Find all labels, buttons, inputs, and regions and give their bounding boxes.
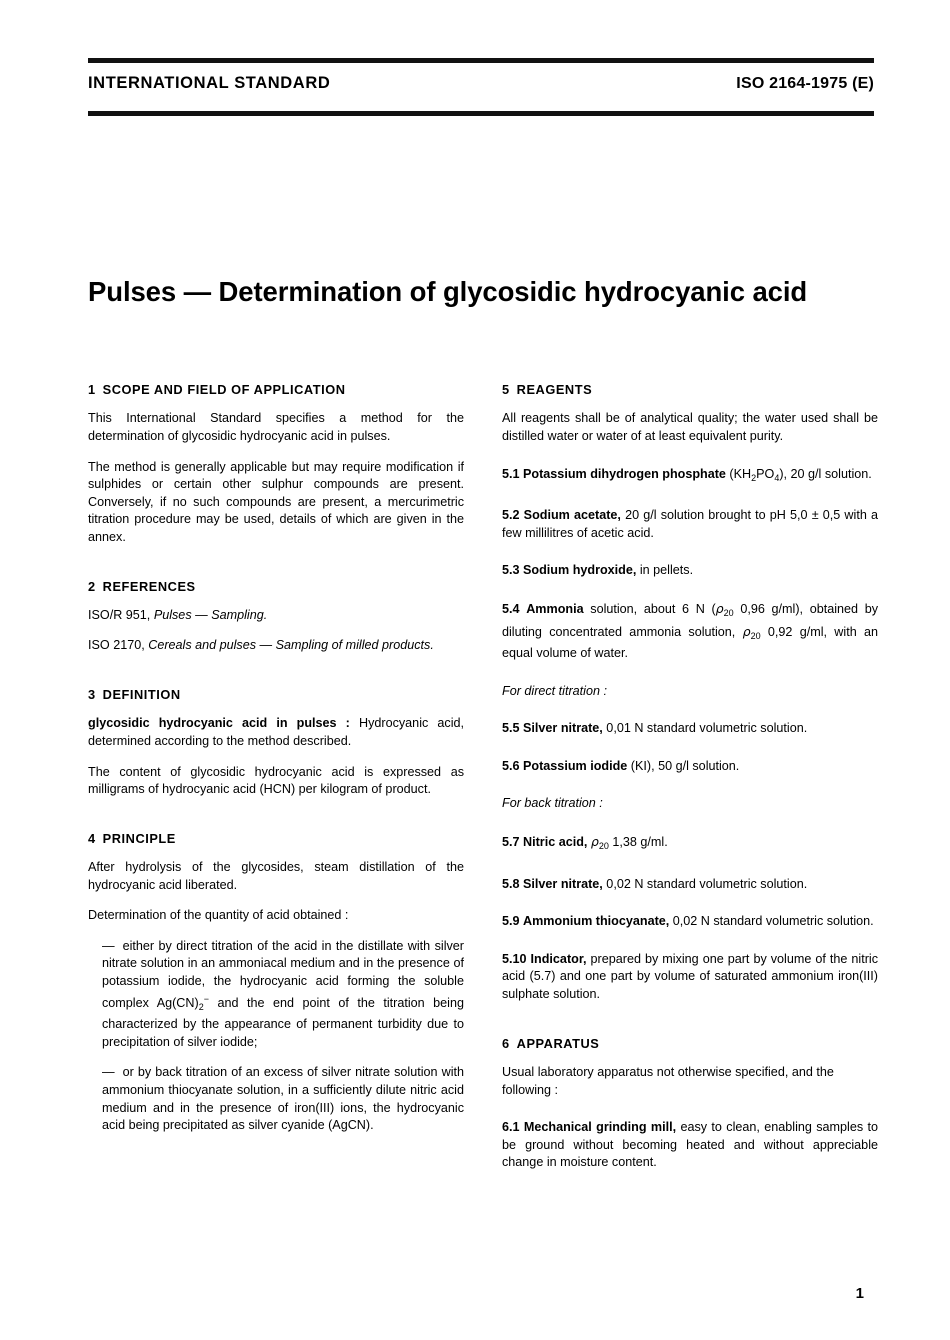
reagent-5-5-rest: 0,01 N standard volumetric solution. <box>602 721 808 736</box>
reagent-5-1-number: 5.1 <box>502 466 520 481</box>
section1-paragraph-1: This International Standard specifies a method for the determination of glycosidic hydrocyanic acid in pulses. <box>88 411 464 443</box>
section-number-3: 3 <box>88 687 96 703</box>
principle-item-1-text-b: and the end point of the titration being characterized by the appearance of permanent turbidity due to precipitation of silver iodide; <box>102 995 464 1049</box>
reagent-5-7-name: Nitric acid, <box>523 835 588 850</box>
reagent-5-2-rest: 20 g/l solution brought to pH 5,0 ± 0,5 with a few millilitres of acetic acid. <box>502 508 878 540</box>
section-number-5: 5 <box>502 382 510 397</box>
section-heading-3 <box>88 687 464 702</box>
reagent-5-2-number: 5.2 <box>502 508 520 523</box>
rho-symbol-1: ρ <box>715 600 724 616</box>
reference-2-id: ISO 2170, <box>88 638 149 653</box>
principle-item-1-subscript: 2 <box>198 1001 204 1012</box>
reagent-5-2-name: Sodium acetate, <box>523 508 621 523</box>
definition-term: glycosidic hydrocyanic acid in pulses : <box>88 716 350 731</box>
back-titration-subtitle: For back titration : <box>502 796 603 811</box>
rho-symbol-3: ρ <box>590 834 599 850</box>
reagent-5-6 <box>502 758 878 776</box>
reagent-5-3-rest: in pellets. <box>636 563 694 578</box>
reagent-5-4-text-a: solution, about 6 N ( <box>583 601 716 616</box>
reagent-5-5 <box>502 720 878 738</box>
section-title-2: REFERENCES <box>102 578 196 594</box>
header-row <box>88 63 874 103</box>
reagent-5-4-name: Ammonia <box>526 601 584 616</box>
reagent-5-8-rest: 0,02 N standard volumetric solution. <box>602 876 808 891</box>
reagent-5-3 <box>502 562 878 580</box>
page-number: 1 <box>855 1285 864 1302</box>
apparatus-6-1-rest: easy to clean, enabling samples to be ground without becoming heated and without appreciable change in moisture content. <box>502 1120 878 1170</box>
reagent-5-5-name: Silver nitrate, <box>523 721 603 736</box>
reagent-5-1-sub-a: 2 <box>751 472 757 483</box>
section6-paragraph-1: Usual laboratory apparatus not otherwise specified, and the following : <box>502 1064 834 1097</box>
direct-titration-subtitle: For direct titration : <box>502 683 607 698</box>
reagent-5-10-number: 5.10 <box>502 951 527 966</box>
section-title-1: SCOPE AND FIELD OF APPLICATION <box>102 382 346 397</box>
reagent-5-4 <box>502 600 878 663</box>
section-title-3: DEFINITION <box>102 687 181 703</box>
reference-1-title: Pulses — Sampling. <box>153 607 268 622</box>
reagent-5-7-number: 5.7 <box>502 835 520 850</box>
section-title-5: REAGENTS <box>516 382 593 397</box>
rho-subscript-1: 20 <box>723 607 734 618</box>
header-standard-type: INTERNATIONAL STANDARD <box>88 74 331 92</box>
section-heading-4 <box>88 831 464 846</box>
section3-paragraph-2: The content of glycosidic hydrocyanic acid is expressed as milligrams of hydrocyanic acid (HCN) per kilogram of product. <box>88 764 464 797</box>
header-rule-bottom <box>88 111 874 116</box>
reagent-5-1-formula-b: PO <box>756 466 775 481</box>
reference-1-id: ISO/R 951, <box>88 607 154 622</box>
rho-symbol-2: ρ <box>742 623 751 639</box>
reagent-5-1-name: Potassium dihydrogen phosphate <box>523 466 726 481</box>
reagent-5-8-number: 5.8 <box>502 876 520 891</box>
reagent-5-1 <box>502 466 878 488</box>
reagent-5-1-rest: ), 20 g/l solution. <box>779 466 872 481</box>
content-columns <box>88 382 878 1172</box>
rho-subscript-2: 20 <box>750 630 761 641</box>
reagent-5-8-name: Silver nitrate, <box>523 876 603 891</box>
reagent-5-10-name: Indicator, <box>530 951 587 966</box>
list-dash-2: — <box>102 1065 115 1080</box>
section4-paragraph-1: After hydrolysis of the glycosides, steam distillation of the hydrocyanic acid liberated. <box>88 860 464 892</box>
apparatus-6-1 <box>502 1119 878 1172</box>
reagent-5-10-rest: prepared by mixing one part by volume of the nitric acid (5.7) and one part by volume of saturated ammonium iron(III) sulphate solution. <box>502 951 879 1002</box>
reagent-5-9-rest: 0,02 N standard volumetric solution. <box>669 914 874 929</box>
section-number-4: 4 <box>88 830 96 846</box>
reagent-5-1-sub-b: 4 <box>774 472 780 483</box>
reagent-5-1-formula-a: (KH <box>725 466 752 481</box>
left-column <box>88 382 464 1172</box>
reagent-5-3-name: Sodium hydroxide, <box>523 563 637 578</box>
reagent-5-2 <box>502 507 878 542</box>
principle-list-item-2 <box>88 1064 464 1134</box>
page-title: Pulses — Determination of glycosidic hydrocyanic acid <box>88 276 808 307</box>
section-title-4: PRINCIPLE <box>102 830 176 846</box>
section1-paragraph-2: The method is generally applicable but may require modification if sulphides or certain other sulphur compounds are present. Conversely, if no such compounds are present, a mercurimetric titration procedure may be used, details of which are given in the annex. <box>88 459 464 544</box>
section4-paragraph-2: Determination of the quantity of acid obtained : <box>88 908 349 923</box>
section-number-6: 6 <box>502 1035 510 1051</box>
section-heading-2 <box>88 579 464 594</box>
reagent-5-4-number: 5.4 <box>502 601 520 616</box>
reagent-5-4-text-b: 0,96 g/ml), obtained by diluting concentrated ammonia solution, <box>502 601 878 639</box>
reagent-5-7 <box>502 833 878 856</box>
reagent-5-6-name: Potassium iodide <box>523 758 628 773</box>
reagent-5-10 <box>502 951 878 1004</box>
apparatus-6-1-number: 6.1 <box>502 1120 520 1135</box>
section-number-1: 1 <box>88 382 96 397</box>
reagent-5-9-number: 5.9 <box>502 914 520 929</box>
definition-term-paragraph <box>88 715 464 750</box>
reference-item-2 <box>88 637 464 655</box>
reagent-5-6-rest: (KI), 50 g/l solution. <box>627 758 740 773</box>
reagent-5-7-text-b: 1,38 g/ml. <box>608 835 668 850</box>
section-title-6: APPARATUS <box>516 1035 600 1051</box>
list-dash-1: — <box>102 938 115 953</box>
section-heading-6 <box>502 1036 878 1051</box>
right-column <box>502 382 878 1172</box>
reagent-5-3-number: 5.3 <box>502 563 520 578</box>
principle-item-1-text-a: either by direct titration of the acid in the distillate with silver nitrate solution in an ammoniacal medium and in the presence of potassium iodide, the hydrocyanic acid forming the soluble complex Ag(CN) <box>102 938 464 1010</box>
reagent-5-4-text-c: 0,92 g/ml, with an equal volume of water. <box>502 624 879 661</box>
section-number-2: 2 <box>88 578 96 594</box>
reagent-5-5-number: 5.5 <box>502 721 520 736</box>
reagent-5-6-number: 5.6 <box>502 758 520 773</box>
section-heading-5 <box>502 382 878 397</box>
apparatus-6-1-name: Mechanical grinding mill, <box>523 1120 677 1135</box>
section5-paragraph-1: All reagents shall be of analytical quality; the water used shall be distilled water or water of at least equivalent purity. <box>502 411 878 443</box>
section-heading-1 <box>88 382 464 397</box>
header-standard-number: ISO 2164-1975 (E) <box>736 75 874 92</box>
reagent-5-9 <box>502 913 878 931</box>
reagent-5-9-name: Ammonium thiocyanate, <box>523 914 670 929</box>
principle-item-1-superscript: − <box>203 993 209 1004</box>
rho-subscript-3: 20 <box>598 841 609 852</box>
principle-item-2-text: or by back titration of an excess of silver nitrate solution with ammonium thiocyanate solution, in a sufficiently dilute nitric acid medium and in the presence of iron(III) ions, the hydrocyanic acid being precipitated as silver cyanide (AgCN). <box>102 1065 464 1133</box>
reference-2-title: Cereals and pulses — Sampling of milled products. <box>148 638 434 653</box>
reference-item-1 <box>88 607 464 625</box>
principle-list-item-1 <box>88 938 464 1052</box>
definition-body: Hydrocyanic acid, determined according to the method described. <box>88 716 465 748</box>
reagent-5-8 <box>502 876 878 894</box>
